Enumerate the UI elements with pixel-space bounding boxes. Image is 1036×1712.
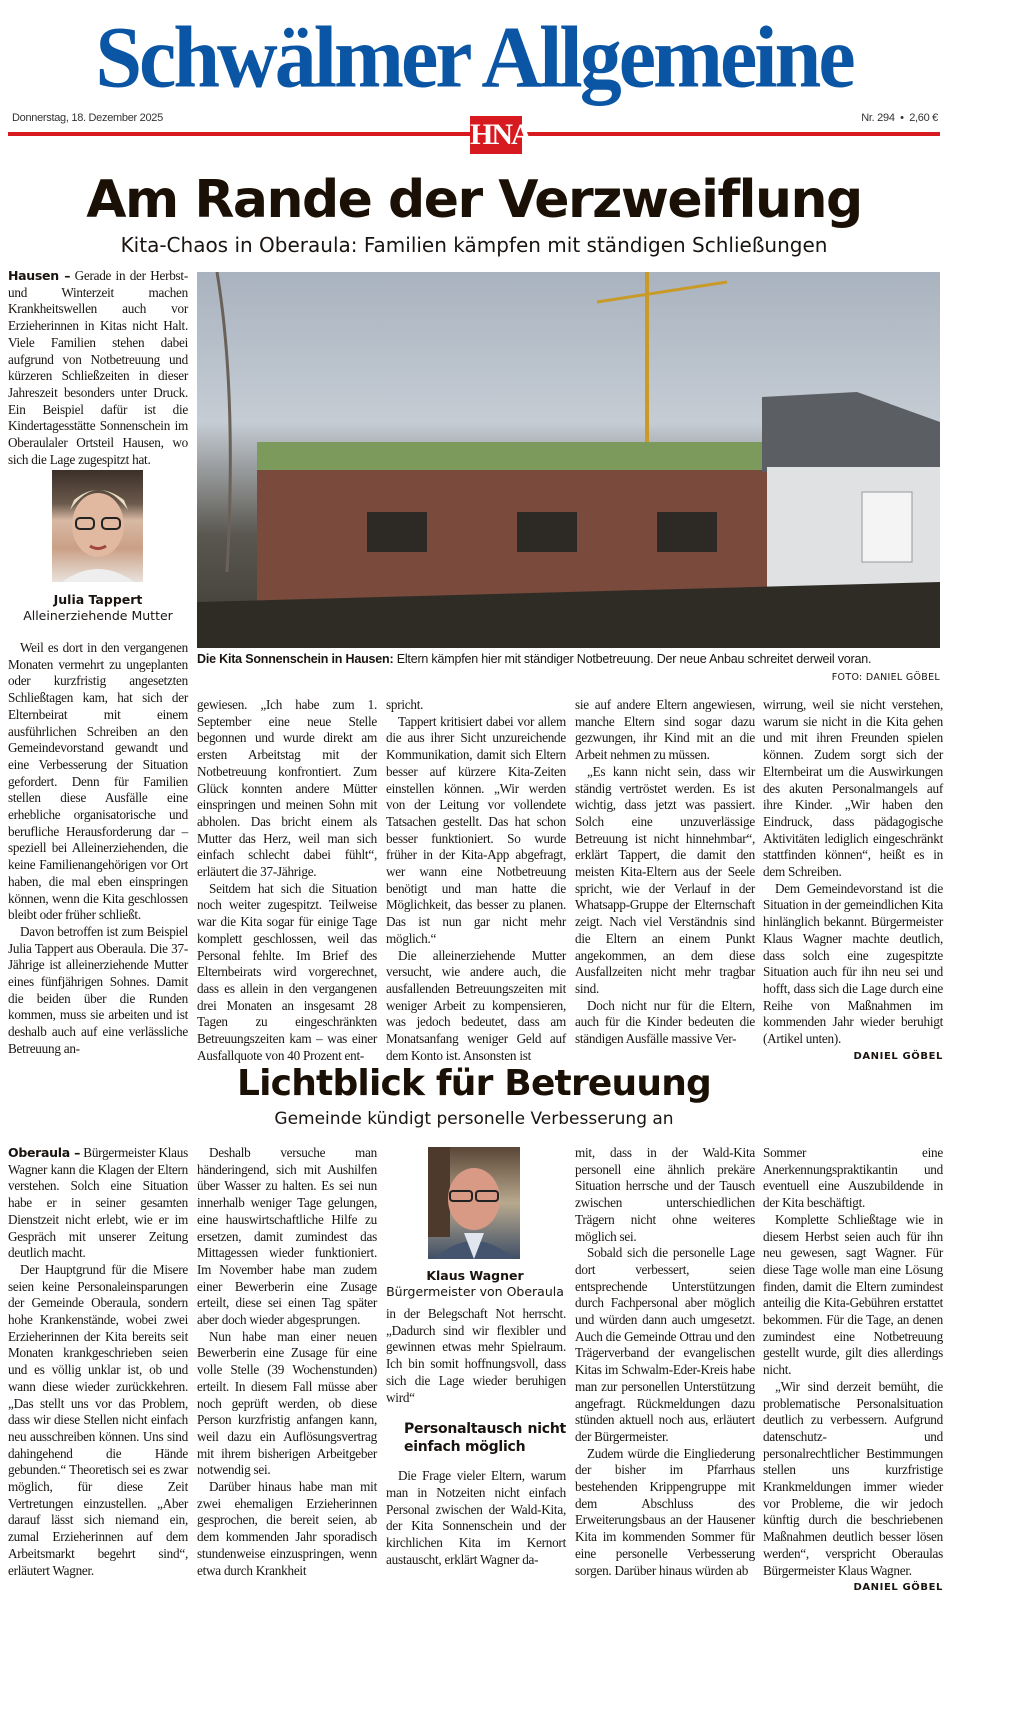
paragraph: Zudem würde die Eingliederung der bisher im Pfarrhaus bestehenden Krippengruppe mit dem Abschluss des Erweiterungsbaus an der Hausener Kita im kommenden Sommer für eine personelle Verbesserung sorgen. Darüber hinaus würden ab bbox=[575, 1445, 755, 1578]
paragraph: Der Hauptgrund für die Misere seien keine Personaleinsparungen der Gemeinde Oberaula, sondern hohe Krankenstände, wobei zwei Erzieherinnen der Kita bereits seit Monaten krankgeschrieben seien und es völlig unklar ist, ob und wann diese wieder zurückkehren. „Das stellt uns vor das Problem, dass wir diese Stellen nicht einfach neu ausschreiben können. Uns sind dahingehend die Hände gebunden.“ Theoretisch sei es zwar möglich, für diese Zeit Vertretungen einzustellen. „Aber darauf lässt sich niemand ein, zumal Erzieherinnen auf dem Arbeitsmarkt begehrt sind“, erläutert Wagner. bbox=[8, 1261, 188, 1578]
paragraph: Seitdem hat sich die Situation noch weiter zugespitzt. Teilweise war die Kita sogar für einige Tage komplett geschlossen, weil das Personal fehlte. Im Brief des Elternbeirats wird vorgerechnet, dass es allein in den vergangenen drei Monaten an insgesamt 28 Tagen zu eingeschränkten Betreuungszeiten kam – was einer Ausfallquote von 40 Prozent ent- bbox=[197, 880, 377, 1063]
paragraph: Die Frage vieler Eltern, warum man in Notzeiten nicht einfach Personal zwischen der Wald-Kita, der Kita Sonnenschein und der kirchlichen Kita im Kernort austauscht, erklärt Wagner da- bbox=[386, 1468, 566, 1567]
article1-column-1 bbox=[8, 640, 188, 1058]
paragraph: Sommer eine Anerkennungspraktikantin und eventuell eine Auszubildende in der Kita beschäftigt. bbox=[763, 1145, 943, 1211]
paragraph: „Es kann nicht sein, dass wir ständig vertröstet werden. Es ist wichtig, dass jetzt was passiert. Solch eine unzuverlässige Betreuung ist nicht hinnehmbar“, erklärt Tappert, die damit den meisten Kita-Eltern aus der Seele spricht, wie der Verlauf in der Whatsapp-Gruppe der Elternschaft zeigt. Nach viel Verständnis sind die Eltern an einem Punkt angekommen, an dem diese Ausfallzeiten nicht mehr tragbar sind. bbox=[575, 763, 755, 996]
article2-subhead: Personaltausch nicht einfach möglich bbox=[404, 1421, 566, 1456]
paragraph: mit, dass in der Wald-Kita personell eine ähnlich prekäre Situation herrsche und der Tausch zwischen unterschiedlichen Trägern nicht ohne weiteres möglich sei. bbox=[575, 1145, 755, 1244]
intro-text: Gerade in der Herbst- und Winterzeit machen Krankheitswellen auch vor Erzieherinnen in Kitas nicht Halt. Viele Familien stehen dabei aufgrund von Notbetreuung und kürzeren Schließzeiten in dieser Jahreszeit besonders unter Druck. Ein Beispiel dafür ist die Kindertagesstätte Sonnenschein im Oberaulaler Ortsteil Hausen, wo sich die Lage zugespitzt hat. bbox=[8, 268, 188, 467]
article2-author: DANIEL GÖBEL bbox=[853, 1582, 943, 1594]
paragraph: Weil es dort in den vergangenen Monaten vermehrt zu ungeplanten oder kurzfristig angesetzten Schließtagen kam, hat sich der Elternbeirat mit einem ausführlichen Schreiben an den Gemeindevorstand gewandt und eine Verbesserung der Situation gefordert. Denn für Familien stellen diese Ausfälle eine erhebliche organisatorische und berufliche Herausforderung dar – speziell bei Alleinerziehenden, die keine Familienangehörigen vor Ort haben, die mal eben einspringen können, wenn die Kita geschlossen bleibt oder früher schließt. bbox=[8, 640, 188, 923]
hna-logo: HNA bbox=[470, 116, 522, 154]
article1-column-4 bbox=[575, 697, 755, 1048]
article1-column-2 bbox=[197, 697, 377, 1064]
paragraph: Dem Gemeindevorstand ist die Situation in der gemeindlichen Kita hinlänglich bekannt. Bürgermeister Klaus Wagner machte deutlich, dass solch eine zugespitzte Situation auch für ihn neu sei und hofft, dass sich die Lage durch eine Reihe von Maßnahmen im kommenden Jahr wieder beruhigt (Artikel unten). bbox=[763, 880, 943, 1047]
article2-subheadline: Gemeinde kündigt personelle Verbesserung an bbox=[274, 1109, 674, 1129]
paragraph: Tappert kritisiert dabei vor allem die aus ihrer Sicht unzureichende Kommunikation, damit sich Eltern besser auf kürzere Kita-Zeiten einstellen können. „Wir werden von der Leitung vor vollendete Tatsachen gestellt. Das hat schon besser funktioniert. So wurde früher in der Kita-App abgefragt, wer wann eine Notbetreuung benötigt und man hatte die Möglichkeit, das besser zu planen. Das ist nun gar nicht mehr möglich.“ bbox=[386, 713, 566, 946]
caption-bold: Die Kita Sonnenschein in Hausen: bbox=[197, 652, 394, 666]
paragraph: Darüber hinaus habe man mit zwei ehemaligen Erzieherinnen gesprochen, die bereit seien, ab dem kommenden Jahr sporadisch stundenweise einzuspringen, wenn etwa durch Krankheit bbox=[197, 1479, 377, 1578]
paragraph: Doch nicht nur für die Eltern, auch für die Kinder bedeuten die ständigen Ausfälle massive Ver- bbox=[575, 997, 755, 1047]
paragraph: gewiesen. „Ich habe zum 1. September eine neue Stelle begonnen und wurde direkt am ersten Arbeitstag mit der Notbetreuung konfrontiert. Zum Glück konnten andere Mütter einspringen und meinen Sohn mit abholen. Das bricht einem als Mutter das Herz, weil man sich einfach schlecht dabei fühlt“, erläutert die 37-Jährige. bbox=[197, 697, 377, 880]
article1-column-3 bbox=[386, 697, 566, 1064]
article2-column-5 bbox=[763, 1145, 943, 1595]
article2-column-2 bbox=[197, 1145, 377, 1579]
portrait-role: Alleinerziehende Mutter bbox=[23, 608, 173, 623]
article1-author: DANIEL GÖBEL bbox=[853, 1050, 943, 1062]
paragraph: „Wir sind derzeit bemüht, die problematische Personalsituation deutlich zu verbessern. Aufgrund datenschutz- und personalrechtlicher Bestimmungen stellen uns kurzfristige Krankmeldungen immer wieder vor Probleme, die wir jedoch künftig durch die beschriebenen Maßnahmen deutlich besser lösen werden“, verspricht Oberaulas Bürgermeister Klaus Wagner. bbox=[763, 1378, 943, 1578]
paragraph: Deshalb versuche man händeringend, sich mit Aushilfen über Wasser zu halten. Es sei nun innerhalb weniger Tage gelungen, eine hauswirtschaftliche Hilfe zu ersetzen, damit zumindest das Mittagessen wieder funktioniert. Im November habe man zudem einer Bewerberin eine Zusage erteilt, diese sei einen Tag später aber doch wieder abgesprungen. bbox=[197, 1145, 377, 1328]
issue-number-price: Nr. 294 • 2,60 € bbox=[861, 112, 938, 124]
paragraph: Die alleinerziehende Mutter versucht, wie andere auch, die ausfallenden Betreuungszeiten mit weniger Arbeit zu kompensieren, was jedoch bedeutet, dass am Monatsanfang weniger Geld auf dem Konto ist. Ansonsten ist bbox=[386, 947, 566, 1063]
article2-column-3 bbox=[386, 1306, 566, 1568]
portrait-role: Bürgermeister von Oberaula bbox=[386, 1284, 564, 1299]
paragraph: Davon betroffen ist zum Beispiel Julia Tappert aus Oberaula. Die 37-Jährige ist alleinerziehende Mutter eines fünfjährigen Sohnes. Damit die beiden über die Runden kommen, muss sie arbeiten und ist deshalb auch auf eine verlässliche Betreuung an- bbox=[8, 923, 188, 1056]
paragraph: in der Belegschaft Not herrscht. „Dadurch sind wir flexibler und gewinnen etwas mehr Spielraum. Ich bin somit hoffnungsvoll, dass sich die Lage wieder beruhigen wird“ bbox=[386, 1306, 566, 1405]
paragraph: Bürgermeister Klaus Wagner kann die Klagen der Eltern verstehen. Solch eine Situation habe er in seiner gesamten Dienstzeit nicht erlebt, wie er im Gespräch mit unserer Zeitung deutlich macht. bbox=[8, 1145, 188, 1261]
portrait-klaus-wagner bbox=[428, 1147, 520, 1259]
article2-column-1 bbox=[8, 1145, 188, 1579]
paragraph: sie auf andere Eltern angewiesen, manche Eltern sind sogar dazu gezwungen, ihr Kind mit an die Arbeit nehmen zu müssen. bbox=[575, 697, 755, 763]
article1-column-5 bbox=[763, 697, 943, 1064]
paragraph: Nun habe man einer neuen Bewerberin eine Zusage für eine volle Stelle (39 Wochenstunden) erteilt. In diesem Fall müsse aber noch geprüft werden, ob diese Person kurzfristig anfangen kann, weil dazu ein Auflösungsvertrag mit ihrem bisherigen Arbeitgeber notwendig sei. bbox=[197, 1328, 377, 1478]
article1-intro bbox=[8, 268, 188, 468]
paragraph: wirrung, weil sie nicht verstehen, warum sie nicht in die Kita gehen und mit ihren Freunden spielen können. Zudem sorgt sich der Elternbeirat um die Auswirkungen des akuten Personalmangels auf ihre Kinder. „Wir haben den Eindruck, dass pädagogische Aktivitäten lediglich eingeschränkt stattfinden können“, heißt es in dem Schreiben. bbox=[763, 697, 943, 880]
article1-subheadline: Kita-Chaos in Oberaula: Familien kämpfen mit ständigen Schließungen bbox=[120, 233, 828, 257]
caption-text: Eltern kämpfen hier mit ständiger Notbetreuung. Der neue Anbau schreitet derweil voran. bbox=[396, 652, 872, 666]
kita-photo bbox=[197, 272, 940, 648]
photo-caption bbox=[197, 652, 942, 667]
portrait-name: Klaus Wagner bbox=[426, 1268, 524, 1283]
article2-headline: Lichtblick für Betreuung bbox=[237, 1063, 711, 1104]
portrait-name: Julia Tappert bbox=[53, 592, 143, 607]
article2-column-4 bbox=[575, 1145, 755, 1579]
dateline-location: Oberaula – bbox=[8, 1145, 81, 1160]
paragraph: spricht. bbox=[386, 697, 424, 712]
dateline-location: Hausen – bbox=[8, 268, 71, 283]
portrait-julia-tappert bbox=[52, 470, 143, 582]
paragraph: Komplette Schließtage wie in diesem Herbst seien auch für ihn neu gewesen, sagt Wagner. Für diese Tage wolle man eine Lösung finden, damit die Eltern zumindest anteilig die Kita-Gebühren erstattet bekommen. Für die Tage, an denen zumindest eine Notbetreuung gestellt wurde, gilt dies allerdings nicht. bbox=[763, 1211, 943, 1378]
article1-headline: Am Rande der Verzweiflung bbox=[86, 170, 862, 230]
issue-date: Donnerstag, 18. Dezember 2025 bbox=[12, 112, 163, 124]
photo-credit: FOTO: DANIEL GÖBEL bbox=[831, 672, 940, 683]
newspaper-title: Schwälmer Allgemeine bbox=[95, 8, 853, 107]
paragraph: Sobald sich die personelle Lage dort verbessert, seien entsprechende Unterstützungen durch Fachpersonal aber möglich und würden dann auch umgesetzt. Auch die Gemeinde Ottrau und den Trägerverband der evangelischen Kitas im Schwalm-Eder-Kreis habe man zur personellen Unterstützung angefragt. Rückmeldungen dazu stünden aktuell noch aus, erläutert der Bürgermeister. bbox=[575, 1245, 755, 1444]
